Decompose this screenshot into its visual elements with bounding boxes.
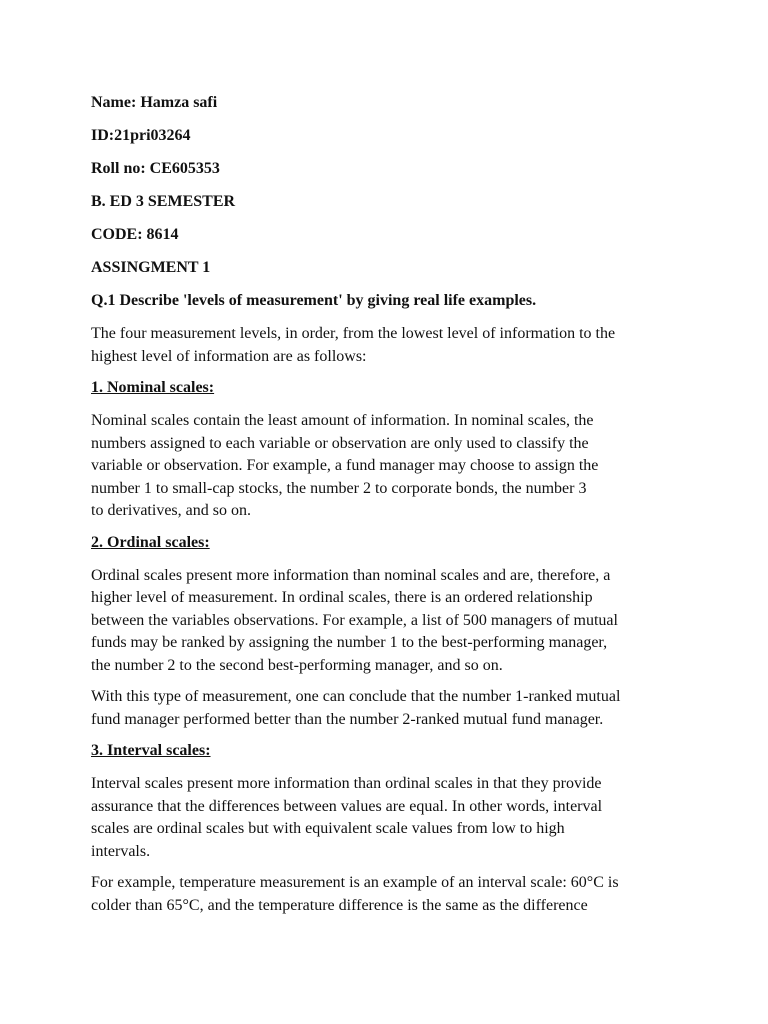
program-semester: B. ED 3 SEMESTER: [91, 193, 236, 210]
question-heading: Q.1 Describe 'levels of measurement' by giving real life examples.: [91, 292, 537, 309]
text-line: to derivatives, and so on.: [91, 502, 251, 519]
ordinal-paragraph-2: [91, 686, 691, 731]
text-line: intervals.: [91, 842, 151, 860]
section-title-interval: 3. Interval scales:: [91, 742, 211, 759]
text-line: colder than 65°C, and the temperature difference is the same as the difference: [91, 896, 588, 914]
text-line: number 1 to small-cap stocks, the number 2 to corporate bonds, the number 3: [91, 479, 587, 497]
text-line: With this type of measurement, one can conclude that the number 1-ranked mutual: [91, 688, 621, 705]
assignment-title: ASSINGMENT 1: [91, 259, 211, 276]
text-line: Nominal scales contain the least amount of information. In nominal scales, the: [91, 412, 594, 429]
text-line: the number 2 to the second best-performing manager, and so on.: [91, 656, 503, 674]
course-code: CODE: 8614: [91, 226, 179, 243]
text-line: funds may be ranked by assigning the number 1 to the best-performing manager,: [91, 634, 608, 651]
text-line: highest level of information are as follows:: [91, 347, 367, 365]
document-page: [91, 92, 691, 926]
text-line: Interval scales present more information than ordinal scales in that they provide: [91, 775, 602, 792]
text-line: For example, temperature measurement is an example of an interval scale: 60°C is: [91, 874, 619, 891]
student-id: ID:21pri03264: [91, 127, 191, 144]
text-line: numbers assigned to each variable or observation are only used to classify the: [91, 434, 589, 452]
ordinal-paragraph-1: [91, 565, 691, 678]
roll-number: Roll no: CE605353: [91, 160, 220, 177]
text-line: Ordinal scales present more information than nominal scales and are, therefore, a: [91, 566, 611, 584]
nominal-paragraph: [91, 410, 691, 523]
text-line: fund manager performed better than the number 2-ranked mutual fund manager.: [91, 710, 604, 728]
text-line: scales are ordinal scales but with equivalent scale values from low to high: [91, 820, 565, 837]
interval-paragraph-1: [91, 773, 691, 863]
text-line: variable or observation. For example, a fund manager may choose to assign the: [91, 457, 599, 474]
text-line: between the variables observations. For example, a list of 500 managers of mutual: [91, 611, 618, 629]
intro-paragraph: [91, 323, 691, 368]
section-title-ordinal: 2. Ordinal scales:: [91, 533, 210, 551]
text-line: assurance that the differences between values are equal. In other words, interval: [91, 797, 603, 815]
text-line: The four measurement levels, in order, from the lowest level of information to the: [91, 325, 616, 342]
student-name: Name: Hamza safi: [91, 94, 218, 111]
interval-paragraph-2: [91, 872, 691, 917]
text-line: higher level of measurement. In ordinal scales, there is an ordered relationship: [91, 589, 593, 606]
section-title-nominal: 1. Nominal scales:: [91, 379, 215, 396]
